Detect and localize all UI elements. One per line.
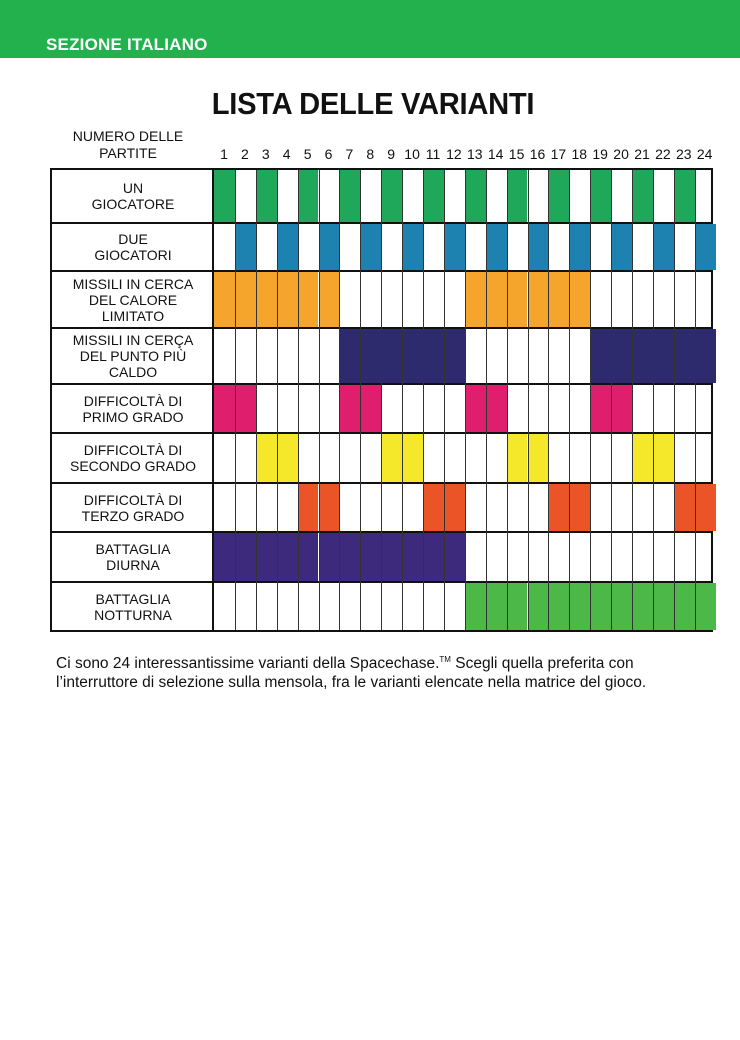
column-divider <box>507 170 508 630</box>
description-paragraph <box>56 650 696 692</box>
game-number-label: 6 <box>324 146 333 162</box>
game-number-label: 23 <box>676 146 692 162</box>
column-divider <box>465 170 466 630</box>
variant-cell-filled <box>674 329 695 383</box>
game-number-label: 24 <box>696 146 713 162</box>
variant-row-label: DIFFICOLTÀ DI TERZO GRADO <box>81 491 185 524</box>
variant-cell-filled <box>277 533 298 581</box>
game-number-label: 5 <box>303 146 312 162</box>
variant-cell-filled <box>298 272 319 327</box>
game-number-label: 4 <box>282 146 291 162</box>
column-divider <box>548 170 549 630</box>
column-divider <box>339 170 340 630</box>
variant-row-label: MISSILI IN CERCA DEL CALORE LIMITATO <box>72 275 194 324</box>
variant-cell-filled <box>360 385 381 432</box>
variant-cell-filled <box>360 533 381 581</box>
variant-cell-filled <box>653 329 674 383</box>
game-number-label: 22 <box>655 146 671 162</box>
variant-cell-filled <box>256 272 277 327</box>
variant-row-label: DIFFICOLTÀ DI SECONDO GRADO <box>69 442 196 474</box>
variant-row-label: MISSILI IN CERÇA DEL PUNTO PIÙ CALDO <box>72 332 194 380</box>
variant-cell-filled <box>653 583 674 630</box>
variant-cell-filled <box>590 583 611 630</box>
column-divider <box>611 170 612 630</box>
variant-cell-filled <box>632 434 653 482</box>
variant-cell-filled <box>235 385 256 432</box>
variant-cell-filled <box>590 385 611 432</box>
column-divider <box>590 170 591 630</box>
variant-cell-filled <box>360 329 381 383</box>
column-divider <box>674 170 675 630</box>
column-divider <box>256 170 257 630</box>
column-divider <box>298 170 299 630</box>
variant-cell-filled <box>423 484 444 531</box>
column-divider <box>423 170 424 630</box>
variant-cell-filled <box>256 170 277 222</box>
variant-cell-filled <box>465 385 486 432</box>
variant-cell-filled <box>214 385 235 432</box>
game-number-label: 20 <box>613 146 629 162</box>
variant-cell-filled <box>444 224 465 270</box>
game-number-label: 18 <box>571 146 588 162</box>
column-divider <box>319 170 320 630</box>
variant-cell-filled <box>695 329 716 383</box>
variant-cell-filled <box>611 385 632 432</box>
variant-cell-filled <box>444 329 465 383</box>
game-number-label: 17 <box>550 146 567 162</box>
variant-cell-filled <box>569 583 590 630</box>
variant-cell-filled <box>465 170 486 222</box>
game-number-label: 7 <box>345 146 354 162</box>
variant-cell-filled <box>319 484 340 531</box>
variant-cell-filled <box>528 434 549 482</box>
column-divider <box>632 170 633 630</box>
variant-cell-filled <box>653 224 674 270</box>
variant-cell-filled <box>507 583 528 630</box>
variant-cell-filled <box>235 272 256 327</box>
variant-cell-filled <box>235 224 256 270</box>
variant-cell-filled <box>256 533 277 581</box>
variant-cell-filled <box>298 170 319 222</box>
variant-cell-filled <box>548 583 569 630</box>
variant-cell-filled <box>423 170 444 222</box>
variant-cell-filled <box>569 272 590 327</box>
variant-cell-filled <box>632 170 653 222</box>
variant-cell-filled <box>674 170 695 222</box>
variant-cell-filled <box>528 583 549 630</box>
column-divider <box>381 170 382 630</box>
variant-cell-filled <box>653 434 674 482</box>
variant-cell-filled <box>381 533 402 581</box>
column-divider <box>528 170 529 630</box>
variant-cell-filled <box>360 224 381 270</box>
column-divider <box>277 170 278 630</box>
game-number-label: 19 <box>592 146 608 162</box>
variant-cell-filled <box>486 272 507 327</box>
variant-cell-filled <box>235 533 256 581</box>
variant-row-label: UN GIOCATORE <box>91 180 175 212</box>
column-divider <box>486 170 487 630</box>
variant-cell-filled <box>632 583 653 630</box>
variant-cell-filled <box>381 170 402 222</box>
game-number-label: 11 <box>425 146 441 162</box>
game-number-label: 14 <box>487 146 504 162</box>
description-text-part-1: Ci sono 24 interessantissime varianti della Spacechase. <box>56 655 440 673</box>
variant-cell-filled <box>444 533 465 581</box>
variant-cell-filled <box>402 329 423 383</box>
variant-cell-filled <box>611 329 632 383</box>
game-number-label: 13 <box>467 146 483 162</box>
variant-cell-filled <box>465 583 486 630</box>
variant-cell-filled <box>486 583 507 630</box>
variant-row-label: BATTAGLIA NOTTURNA <box>94 590 172 623</box>
variant-cell-filled <box>381 329 402 383</box>
game-number-label: 15 <box>508 146 525 162</box>
trademark-mark: TM <box>439 655 451 664</box>
variant-cell-filled <box>423 329 444 383</box>
variant-cell-filled <box>548 484 569 531</box>
variant-cell-filled <box>444 484 465 531</box>
variant-cell-filled <box>674 583 695 630</box>
variants-matrix <box>50 168 713 632</box>
variant-cell-filled <box>548 170 569 222</box>
variant-cell-filled <box>277 224 298 270</box>
variant-cell-filled <box>256 434 277 482</box>
variant-cell-filled <box>339 170 360 222</box>
column-divider <box>402 170 403 630</box>
variant-cell-filled <box>319 272 340 327</box>
games-column-caption: NUMERO DELLE PARTITE <box>72 128 184 161</box>
variant-cell-filled <box>339 329 360 383</box>
variant-cell-filled <box>695 583 716 630</box>
variant-cell-filled <box>611 583 632 630</box>
variant-cell-filled <box>611 224 632 270</box>
variant-cell-filled <box>319 533 340 581</box>
variant-cell-filled <box>674 484 695 531</box>
variant-cell-filled <box>214 533 235 581</box>
variant-cell-filled <box>339 533 360 581</box>
variant-cell-filled <box>298 533 319 581</box>
variant-cell-filled <box>423 533 444 581</box>
column-divider <box>653 170 654 630</box>
game-number-label: 1 <box>220 146 228 162</box>
variant-cell-filled <box>632 329 653 383</box>
variant-cell-filled <box>277 272 298 327</box>
game-number-label: 8 <box>366 146 375 162</box>
variant-cell-filled <box>381 434 402 482</box>
page-title: LISTA DELLE VARIANTI <box>211 86 535 121</box>
column-divider <box>569 170 570 630</box>
column-divider <box>360 170 361 630</box>
variant-cell-filled <box>528 224 549 270</box>
variant-cell-filled <box>507 272 528 327</box>
game-number-label: 12 <box>446 146 462 162</box>
variant-cell-filled <box>298 484 319 531</box>
variant-cell-filled <box>214 272 235 327</box>
variant-cell-filled <box>569 484 590 531</box>
variant-cell-filled <box>590 329 611 383</box>
variant-cell-filled <box>590 170 611 222</box>
game-number-label: 3 <box>261 146 270 162</box>
variant-cell-filled <box>507 170 528 222</box>
variant-cell-filled <box>486 224 507 270</box>
variant-cell-filled <box>695 224 716 270</box>
column-divider <box>695 170 696 630</box>
variant-cell-filled <box>548 272 569 327</box>
section-header-bar <box>0 0 740 58</box>
column-divider <box>444 170 445 630</box>
game-number-label: 10 <box>404 146 420 162</box>
variant-cell-filled <box>402 533 423 581</box>
game-number-label: 9 <box>387 146 396 162</box>
variant-cell-filled <box>402 434 423 482</box>
variant-cell-filled <box>465 272 486 327</box>
section-label: SEZIONE ITALIANO <box>46 35 208 54</box>
variant-cell-filled <box>339 385 360 432</box>
variant-cell-filled <box>569 224 590 270</box>
column-divider <box>235 170 236 630</box>
variant-cell-filled <box>695 484 716 531</box>
variant-cell-filled <box>319 224 340 270</box>
variant-cell-filled <box>277 434 298 482</box>
variant-cell-filled <box>214 170 235 222</box>
variant-row-label: DUE GIOCATORI <box>94 231 172 263</box>
variant-row-label: DIFFICOLTÀ DI PRIMO GRADO <box>82 392 184 425</box>
variant-cell-filled <box>402 224 423 270</box>
game-number-label: 16 <box>529 146 546 162</box>
variant-cell-filled <box>507 434 528 482</box>
game-number-label: 2 <box>240 146 249 162</box>
variant-row-label: BATTAGLIA DIURNA <box>95 541 171 573</box>
description-text-part-2: Scegli quella preferita con l’interruttore di selezione sulla mensola, fra le varianti elencate nella matrice del gioco. <box>56 655 647 692</box>
variant-cell-filled <box>486 385 507 432</box>
game-number-label: 21 <box>634 146 650 162</box>
variant-cell-filled <box>528 272 549 327</box>
